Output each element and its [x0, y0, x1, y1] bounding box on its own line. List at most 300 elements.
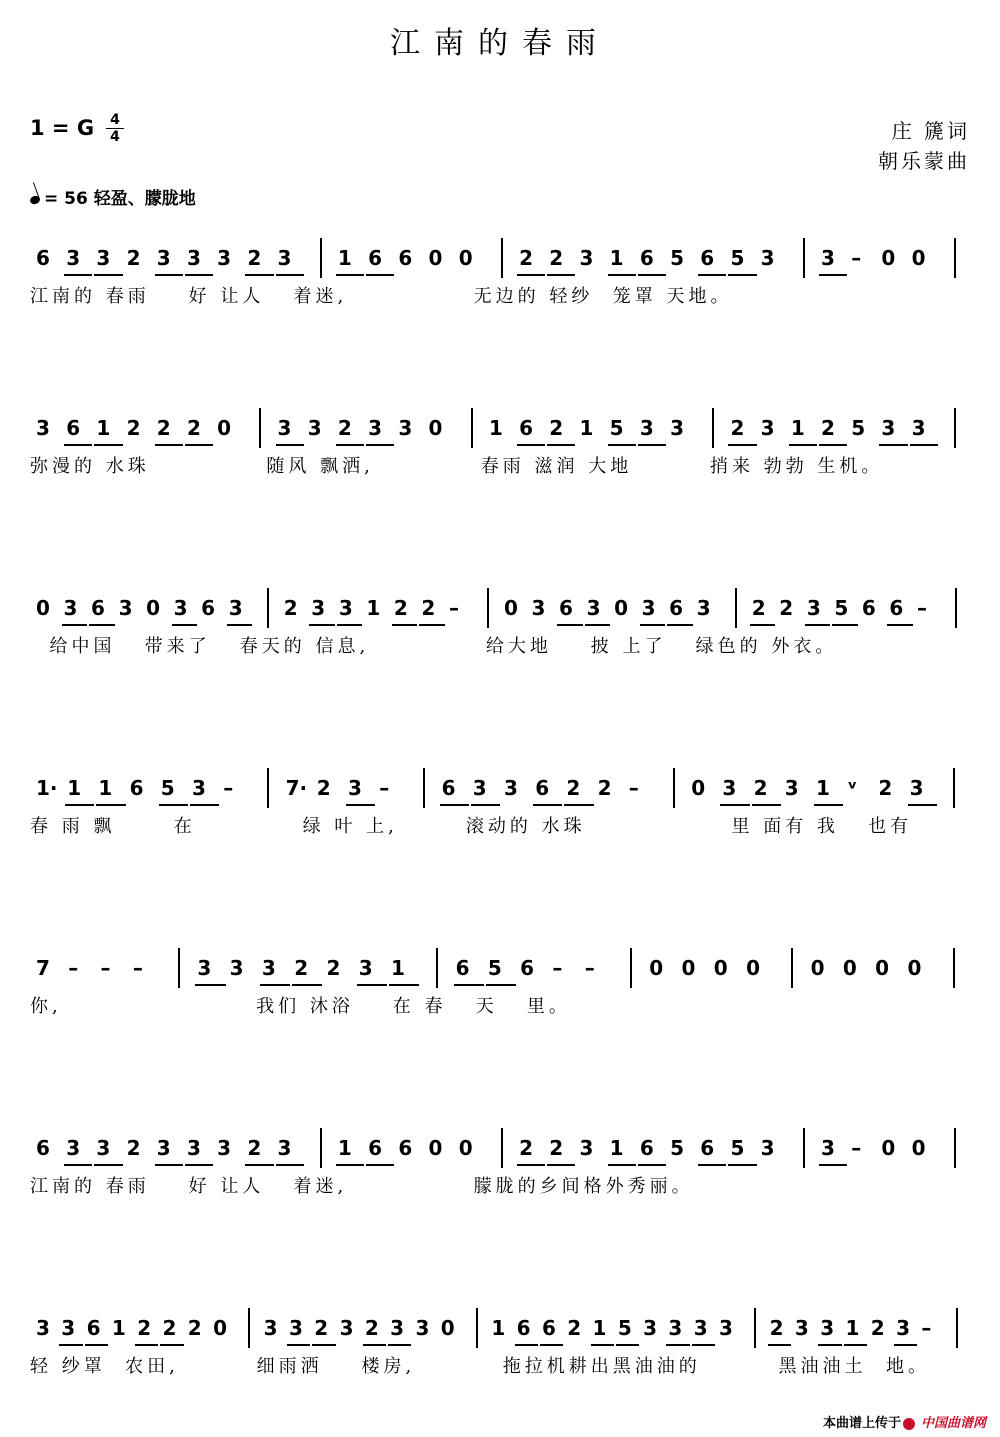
barline [803, 1128, 805, 1168]
beam-line [62, 624, 88, 626]
beam-line [155, 1164, 183, 1166]
quarter-note-icon [29, 195, 41, 206]
beam-line [172, 624, 198, 626]
note: 2 [549, 416, 564, 440]
note: 3 [288, 1316, 303, 1340]
note: 6 [398, 246, 413, 270]
beam-line [346, 804, 375, 806]
lyrics-line: 江南的 春雨 好 让人 着迷, 无边的 轻纱 笼罩 天地。 [30, 286, 733, 307]
note: 1 [579, 416, 594, 440]
beam-line [185, 444, 213, 446]
beam-line [728, 1164, 756, 1166]
note: 3 [277, 1136, 292, 1160]
beam-line [96, 804, 125, 806]
beam-line [616, 1344, 639, 1346]
note: 5 [670, 246, 684, 270]
beam-line [547, 1164, 575, 1166]
note: 0 [746, 956, 760, 980]
note: 6 [86, 1316, 101, 1340]
note: 0 [842, 956, 857, 980]
note: 2 [779, 596, 794, 620]
note: 6 [520, 956, 535, 980]
barline [712, 408, 714, 448]
beam-line [89, 624, 115, 626]
note: 1 [790, 416, 805, 440]
beam-line [245, 274, 273, 276]
beam-line [591, 1344, 614, 1346]
beam-line [227, 624, 253, 626]
beam-line [666, 1344, 689, 1346]
beam-line [85, 1344, 108, 1346]
note: – [584, 956, 595, 980]
note: 3 [61, 1316, 76, 1340]
note: 5 [487, 956, 502, 980]
beam-line [698, 274, 726, 276]
beam-line [260, 984, 290, 986]
beam-line [768, 1344, 791, 1346]
note: 0 [881, 1136, 896, 1160]
barline [954, 1128, 956, 1168]
note: 2 [566, 776, 581, 800]
beam-line [276, 274, 304, 276]
note: 3 [390, 1316, 405, 1340]
beam-line [818, 1344, 841, 1346]
logo-icon [903, 1418, 915, 1430]
barline [803, 238, 805, 278]
beam-line [94, 444, 122, 446]
credits [878, 116, 970, 176]
note: 2 [126, 416, 141, 440]
note: 3 [719, 1316, 733, 1340]
note: 6 [368, 246, 383, 270]
note: – [851, 1136, 862, 1160]
note: 0 [217, 416, 232, 440]
note: 2 [326, 956, 341, 980]
note: 0 [213, 1316, 227, 1340]
beam-line [190, 804, 219, 806]
lyricist: 庄 篪词 [891, 119, 970, 143]
note: ᵛ [847, 776, 858, 800]
note: 6 [541, 1316, 556, 1340]
beam-line [471, 804, 500, 806]
note: 6 [889, 596, 904, 620]
note: 3 [263, 1316, 278, 1340]
note: 3 [579, 1136, 594, 1160]
notes-line [0, 238, 1000, 278]
beam-line [195, 984, 225, 986]
note: 6 [669, 596, 684, 620]
beam-line [819, 444, 847, 446]
note: 6 [36, 246, 50, 270]
note: 0 [146, 596, 161, 620]
notes-line [0, 588, 1000, 628]
beam-line [585, 624, 611, 626]
note: 2 [549, 246, 564, 270]
note: 1· [36, 776, 58, 800]
note: 1 [111, 1316, 126, 1340]
footer-text: 本曲谱上传于 [822, 1416, 901, 1431]
beam-line [698, 1164, 726, 1166]
note: 3 [96, 1136, 111, 1160]
note: 3 [192, 776, 206, 800]
note: 6 [368, 1136, 383, 1160]
beam-line [750, 624, 776, 626]
notes-line [0, 408, 1000, 448]
note: 2 [162, 1316, 177, 1340]
time-signature-top: 4 [110, 112, 120, 128]
beam-line [638, 444, 666, 446]
note: 1 [488, 416, 503, 440]
beam-line [844, 1344, 867, 1346]
beam-line [64, 444, 92, 446]
note: 2 [870, 1316, 885, 1340]
note: – [132, 956, 143, 980]
footer-brand: 中国曲谱网 [920, 1416, 986, 1431]
score-system [0, 768, 1000, 837]
time-signature-bottom: 4 [110, 129, 120, 145]
note: 0 [907, 956, 922, 980]
note: 7· [285, 776, 308, 800]
note: 0 [881, 246, 896, 270]
beam-line [789, 444, 817, 446]
note: 6 [455, 956, 470, 980]
note: 0 [691, 776, 706, 800]
note: 6 [398, 1136, 413, 1160]
barline [955, 588, 957, 628]
note: – [851, 246, 862, 270]
lyrics-line: 你, 我们 沐浴 在 春 天 里。 [30, 996, 571, 1017]
beam-line [728, 274, 756, 276]
beam-line [245, 1164, 273, 1166]
note: 0 [810, 956, 825, 980]
footer-watermark [823, 1412, 986, 1431]
note: 2 [751, 596, 766, 620]
note: 3 [63, 596, 78, 620]
note: 0 [458, 246, 473, 270]
note: 3 [348, 776, 362, 800]
note: 0 [440, 1316, 455, 1340]
note: 3 [820, 1316, 835, 1340]
beam-line [336, 444, 364, 446]
note: 1 [98, 776, 113, 800]
lyrics-line: 弥漫的 水珠 随风 飘洒, 春雨 滋润 大地 捎来 勃勃 生机。 [30, 456, 884, 477]
beam-line [692, 1344, 715, 1346]
note: 2 [294, 956, 309, 980]
beam-line [155, 274, 183, 276]
barline [471, 408, 473, 448]
beam-line [292, 984, 322, 986]
note: 5 [670, 1136, 684, 1160]
barline [953, 948, 955, 988]
beam-line [608, 1164, 636, 1166]
barline [953, 768, 955, 808]
tempo-marking [30, 184, 196, 209]
note: 3 [896, 1316, 911, 1340]
beam-line [638, 274, 666, 276]
beam-line [752, 804, 781, 806]
note: – [628, 776, 639, 800]
note: 0 [36, 596, 50, 620]
beam-line [720, 804, 749, 806]
note: 3 [96, 246, 111, 270]
note: 3 [217, 246, 232, 270]
barline [956, 1308, 958, 1348]
beam-line [638, 1164, 666, 1166]
note: 2 [137, 1316, 152, 1340]
note: 3 [307, 416, 322, 440]
beam-line [389, 984, 419, 986]
note: 3 [881, 416, 896, 440]
note: 0 [428, 416, 443, 440]
note: 6 [36, 1136, 50, 1160]
note: 0 [713, 956, 728, 980]
note: 6 [519, 416, 534, 440]
beam-line [894, 1344, 917, 1346]
note: 0 [428, 246, 443, 270]
lyrics-line: 给中国 带来了 春天的 信息, 给大地 披 上了 绿色的 外衣。 [30, 636, 838, 657]
note: 3 [760, 246, 775, 270]
note: 3 [696, 596, 711, 620]
note: 3 [784, 776, 799, 800]
note: 2 [519, 1136, 534, 1160]
beam-line [533, 804, 562, 806]
beam-line [805, 624, 831, 626]
note: 3 [821, 246, 835, 270]
score-system [0, 408, 1000, 477]
beam-line [454, 984, 484, 986]
note: 3 [358, 956, 373, 980]
note: 3 [197, 956, 212, 980]
note: 3 [415, 1316, 430, 1340]
note: 6 [639, 1136, 654, 1160]
note: 1 [592, 1316, 607, 1340]
beam-line [517, 274, 545, 276]
beam-line [337, 624, 363, 626]
time-signature [104, 112, 126, 145]
beam-line [336, 1164, 364, 1166]
note: 0 [911, 1136, 926, 1160]
beam-line [667, 624, 693, 626]
note: 3 [586, 596, 601, 620]
beam-line [879, 444, 907, 446]
note: 6 [861, 596, 876, 620]
note: 2 [769, 1316, 784, 1340]
note: 2 [364, 1316, 379, 1340]
note: 3 [277, 416, 292, 440]
note: 3 [504, 776, 518, 800]
note: 3 [821, 1136, 835, 1160]
note: 0 [875, 956, 890, 980]
note: 6 [441, 776, 456, 800]
note: 1 [491, 1316, 506, 1340]
beam-line [486, 984, 516, 986]
lyrics-line: 春 雨 飘 在 绿 叶 上, 滚动的 水珠 里 面有 我 也有 [30, 816, 913, 837]
barline [954, 238, 956, 278]
beam-line [336, 274, 364, 276]
beam-line [440, 804, 469, 806]
note: – [916, 596, 927, 620]
note: – [552, 956, 563, 980]
note: 0 [614, 596, 629, 620]
beam-line [908, 804, 937, 806]
barline [259, 408, 261, 448]
beam-line [64, 1164, 92, 1166]
note: 3 [186, 1136, 201, 1160]
beam-line [819, 274, 847, 276]
note: 3 [118, 596, 133, 620]
barline [673, 768, 675, 808]
note: 2 [337, 416, 352, 440]
note: 1 [337, 1136, 352, 1160]
key-signature: 1 = G [30, 116, 95, 140]
note: – [100, 956, 111, 980]
score-system [0, 588, 1000, 657]
beam-line [608, 444, 636, 446]
note: 3 [398, 416, 413, 440]
beam-line [564, 804, 593, 806]
note: 6 [559, 596, 573, 620]
note: 3 [156, 246, 171, 270]
beam-line [515, 1344, 538, 1346]
beam-line [312, 1344, 335, 1346]
note: 3 [66, 1136, 81, 1160]
beam-line [94, 274, 122, 276]
note: 2 [187, 1316, 202, 1340]
note: – [379, 776, 390, 800]
note: 1 [391, 956, 405, 980]
notes-line [0, 948, 1000, 988]
note: 3 [531, 596, 546, 620]
note: 1 [816, 776, 830, 800]
beam-line [65, 804, 94, 806]
beam-line [276, 444, 304, 446]
note: 3 [472, 776, 487, 800]
beam-line [276, 1164, 304, 1166]
notes-line [0, 768, 1000, 808]
beam-line [547, 444, 575, 446]
note: 3 [339, 1316, 354, 1340]
lyrics-line: 江南的 春雨 好 让人 着迷, 朦胧的乡间格外秀丽。 [30, 1176, 694, 1197]
note: 3 [311, 596, 326, 620]
note: 2 [316, 776, 331, 800]
beam-line [814, 804, 843, 806]
beam-line [832, 624, 858, 626]
barline [267, 588, 269, 628]
note: 2 [821, 416, 835, 440]
score-system [0, 1308, 1000, 1377]
beam-line [887, 624, 913, 626]
beam-line [357, 984, 387, 986]
score-system [0, 1128, 1000, 1197]
barline [630, 948, 632, 988]
note: 3 [911, 416, 926, 440]
notes-line [0, 1128, 1000, 1168]
note: 3 [760, 416, 775, 440]
note: 3 [670, 416, 684, 440]
note: 3 [338, 596, 353, 620]
note: 2 [567, 1316, 582, 1340]
barline [178, 948, 180, 988]
beam-line [155, 444, 183, 446]
note: 6 [639, 246, 654, 270]
beam-line [392, 624, 418, 626]
note: 0 [458, 1136, 473, 1160]
note: 5 [730, 246, 745, 270]
note: 1 [845, 1316, 860, 1340]
note: 2 [314, 1316, 329, 1340]
barline [735, 588, 737, 628]
beam-line [366, 444, 394, 446]
note: 1 [609, 246, 624, 270]
note: 2 [283, 596, 298, 620]
barline [501, 1128, 503, 1168]
note: 3 [217, 1136, 232, 1160]
barline [501, 238, 503, 278]
barline [267, 768, 269, 808]
note: 1 [67, 776, 82, 800]
note: 3 [229, 956, 244, 980]
note: 3 [643, 1316, 658, 1340]
note: 5 [609, 416, 624, 440]
beam-line [185, 274, 213, 276]
note: 3 [794, 1316, 809, 1340]
note: 6 [516, 1316, 531, 1340]
note: 2 [878, 776, 893, 800]
note: 5 [730, 1136, 745, 1160]
barline [320, 1128, 322, 1168]
beam-line [366, 1164, 394, 1166]
note: 2 [156, 416, 171, 440]
barline [436, 948, 438, 988]
beam-line [640, 624, 666, 626]
note: 3 [156, 1136, 171, 1160]
note: 2 [186, 416, 201, 440]
note: 5 [834, 596, 849, 620]
beam-line [547, 274, 575, 276]
beam-line [59, 1344, 82, 1346]
score-system [0, 948, 1000, 1017]
note: 3 [722, 776, 737, 800]
beam-line [608, 274, 636, 276]
note: 1 [96, 416, 111, 440]
note: 3 [909, 776, 924, 800]
beam-line [517, 1164, 545, 1166]
note: 2 [753, 776, 768, 800]
barline [954, 408, 956, 448]
note: 3 [579, 246, 594, 270]
note: – [223, 776, 234, 800]
note: 6 [129, 776, 144, 800]
note: – [68, 956, 79, 980]
barline [476, 1308, 478, 1348]
beam-line [366, 274, 394, 276]
beam-line [517, 444, 545, 446]
note: 3 [641, 596, 656, 620]
beam-line [94, 1164, 122, 1166]
beam-line [557, 624, 583, 626]
beam-line [135, 1344, 158, 1346]
note: 3 [693, 1316, 708, 1340]
note: 2 [597, 776, 612, 800]
note: 3 [173, 596, 188, 620]
note: 6 [201, 596, 216, 620]
beam-line [64, 274, 92, 276]
note: 6 [700, 1136, 715, 1160]
note: 2 [126, 1136, 141, 1160]
note: 2 [549, 1136, 564, 1160]
note: 6 [535, 776, 550, 800]
barline [320, 238, 322, 278]
